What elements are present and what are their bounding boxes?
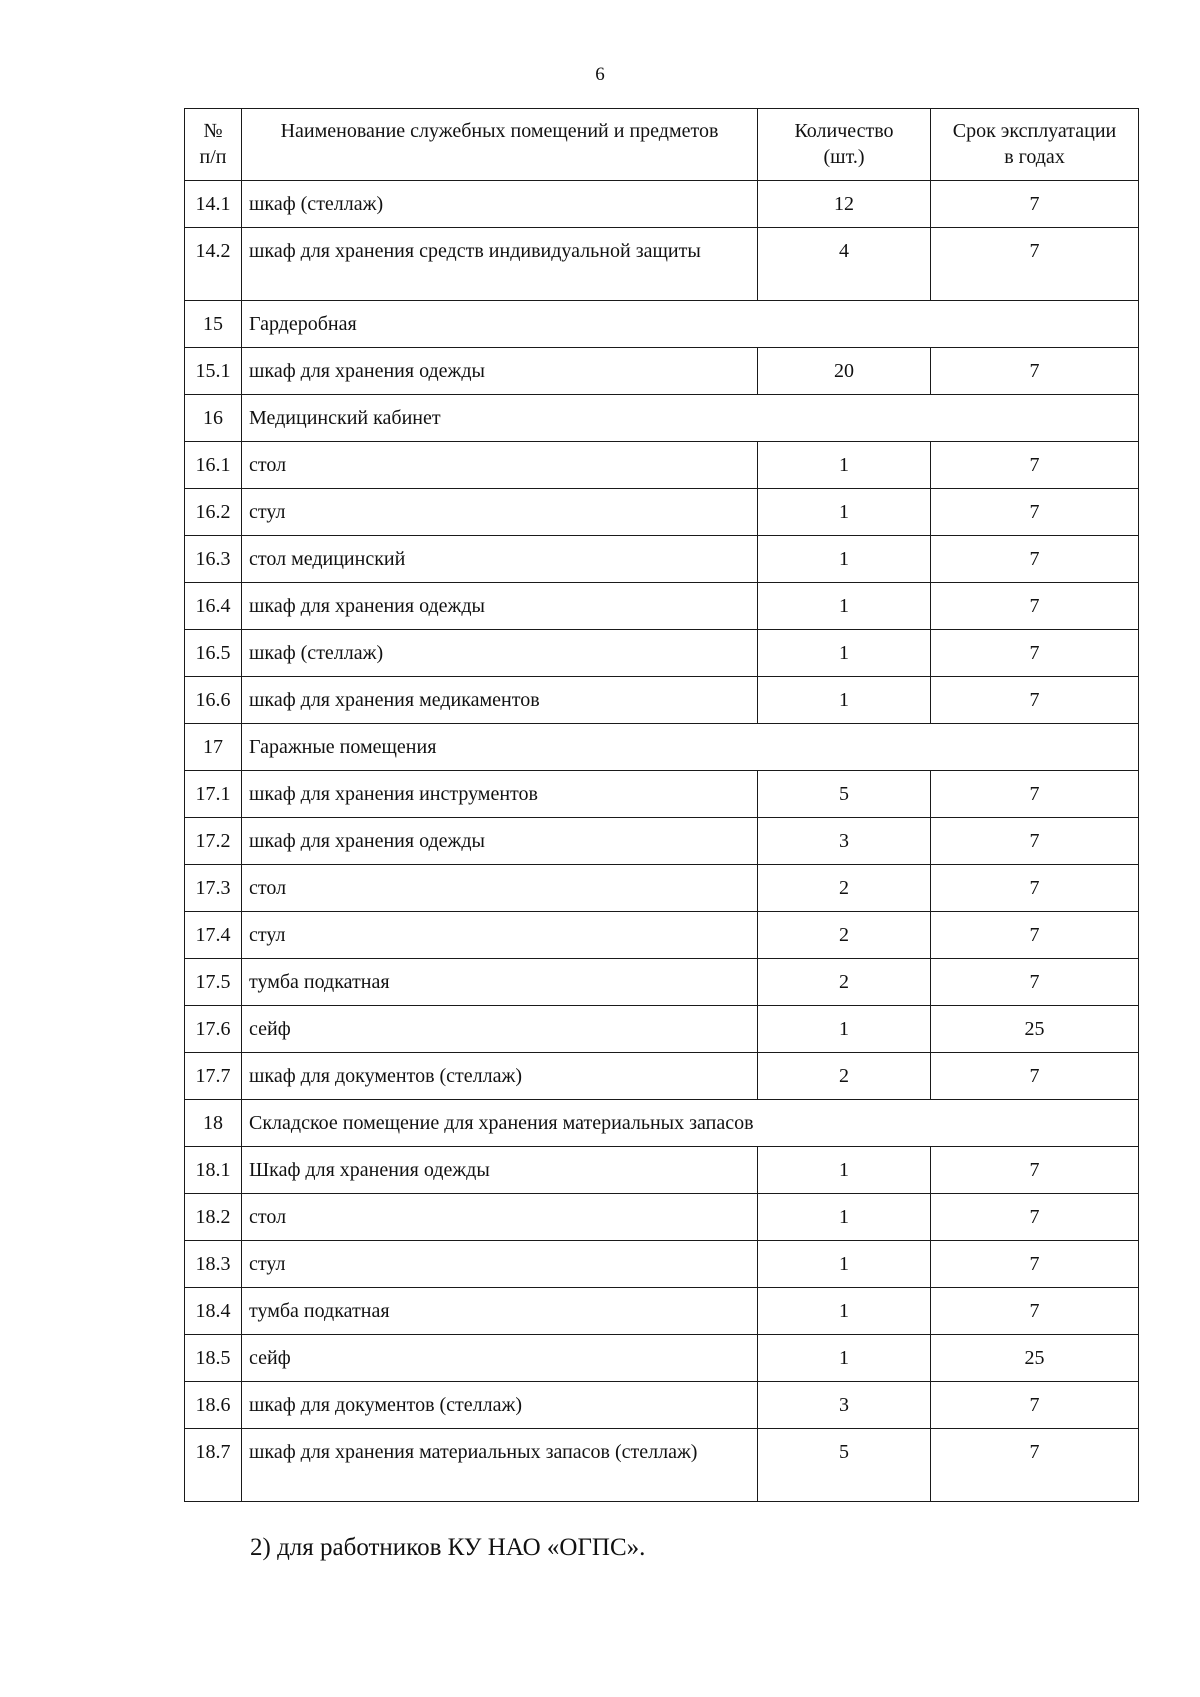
item-quantity: 3: [758, 818, 931, 865]
table-row: [185, 1335, 1139, 1382]
table-row: [185, 442, 1139, 489]
item-service-life: 7: [931, 536, 1139, 583]
table-row: [185, 1194, 1139, 1241]
row-number: 18.6: [185, 1382, 242, 1429]
item-quantity: 2: [758, 959, 931, 1006]
item-service-life: 25: [931, 1006, 1139, 1053]
item-service-life: 7: [931, 442, 1139, 489]
section-row: [185, 1100, 1139, 1147]
item-name: шкаф для хранения одежды: [242, 583, 758, 630]
item-service-life: 7: [931, 1288, 1139, 1335]
row-number: 17: [185, 724, 242, 771]
item-name: шкаф для хранения одежды: [242, 348, 758, 395]
row-number: 17.1: [185, 771, 242, 818]
row-number: 14.1: [185, 181, 242, 228]
row-number: 18.5: [185, 1335, 242, 1382]
item-service-life: 7: [931, 181, 1139, 228]
table-row: [185, 771, 1139, 818]
table-row: [185, 536, 1139, 583]
item-name: шкаф для документов (стеллаж): [242, 1382, 758, 1429]
row-number: 17.2: [185, 818, 242, 865]
item-quantity: 20: [758, 348, 931, 395]
item-quantity: 1: [758, 489, 931, 536]
row-number: 16.6: [185, 677, 242, 724]
table-row: [185, 959, 1139, 1006]
row-number: 18.3: [185, 1241, 242, 1288]
item-quantity: 1: [758, 1147, 931, 1194]
table-row: [185, 677, 1139, 724]
table-row: [185, 912, 1139, 959]
item-quantity: 4: [758, 228, 931, 301]
table-row: [185, 818, 1139, 865]
table-header-row: [185, 109, 1139, 181]
item-quantity: 1: [758, 1335, 931, 1382]
item-name: стул: [242, 912, 758, 959]
row-number: 17.7: [185, 1053, 242, 1100]
item-quantity: 1: [758, 1241, 931, 1288]
item-service-life: 7: [931, 1147, 1139, 1194]
row-number: 17.4: [185, 912, 242, 959]
item-service-life: 7: [931, 1194, 1139, 1241]
item-name: стол: [242, 865, 758, 912]
item-name: стол: [242, 1194, 758, 1241]
section-row: [185, 724, 1139, 771]
item-name: шкаф для хранения средств индивидуальной защиты: [242, 228, 758, 301]
row-number: 16.1: [185, 442, 242, 489]
item-service-life: 7: [931, 771, 1139, 818]
item-quantity: 1: [758, 442, 931, 489]
table-row: [185, 630, 1139, 677]
header-quantity-line-1: Количество: [794, 120, 894, 142]
item-name: стул: [242, 1241, 758, 1288]
row-number: 18.2: [185, 1194, 242, 1241]
header-service-life: [931, 109, 1139, 181]
item-name: шкаф (стеллаж): [242, 630, 758, 677]
item-quantity: 2: [758, 865, 931, 912]
item-service-life: 7: [931, 489, 1139, 536]
item-service-life: 7: [931, 1053, 1139, 1100]
table-row: [185, 1147, 1139, 1194]
item-name: тумба подкатная: [242, 1288, 758, 1335]
item-name: тумба подкатная: [242, 959, 758, 1006]
row-number: 17.3: [185, 865, 242, 912]
item-service-life: 7: [931, 228, 1139, 301]
table-row: [185, 1382, 1139, 1429]
section-row: [185, 301, 1139, 348]
item-quantity: 5: [758, 1429, 931, 1502]
table-row: [185, 1006, 1139, 1053]
table-row: [185, 1288, 1139, 1335]
row-number: 16.4: [185, 583, 242, 630]
item-service-life: 7: [931, 348, 1139, 395]
item-service-life: 7: [931, 912, 1139, 959]
section-title: Гардеробная: [242, 301, 1139, 348]
row-number: 18.4: [185, 1288, 242, 1335]
header-number: [185, 109, 242, 181]
row-number: 16.5: [185, 630, 242, 677]
row-number: 15: [185, 301, 242, 348]
item-quantity: 1: [758, 630, 931, 677]
row-number: 17.6: [185, 1006, 242, 1053]
item-quantity: 1: [758, 1006, 931, 1053]
section-title: Гаражные помещения: [242, 724, 1139, 771]
item-service-life: 7: [931, 630, 1139, 677]
item-service-life: 7: [931, 677, 1139, 724]
table-row: [185, 489, 1139, 536]
row-number: 18: [185, 1100, 242, 1147]
row-number: 17.5: [185, 959, 242, 1006]
item-service-life: 7: [931, 1429, 1139, 1502]
item-name: шкаф для документов (стеллаж): [242, 1053, 758, 1100]
item-service-life: 7: [931, 1241, 1139, 1288]
table-row: [185, 583, 1139, 630]
header-number-line-2: п/п: [199, 146, 227, 168]
table-body: [185, 181, 1139, 1502]
item-quantity: 1: [758, 1288, 931, 1335]
item-service-life: 25: [931, 1335, 1139, 1382]
header-name: [242, 109, 758, 181]
header-service-life-line-2: в годах: [1004, 146, 1065, 168]
row-number: 18.1: [185, 1147, 242, 1194]
section-title: Медицинский кабинет: [242, 395, 1139, 442]
row-number: 16.2: [185, 489, 242, 536]
item-service-life: 7: [931, 583, 1139, 630]
row-number: 16: [185, 395, 242, 442]
row-number: 16.3: [185, 536, 242, 583]
item-name: шкаф (стеллаж): [242, 181, 758, 228]
item-name: стол: [242, 442, 758, 489]
row-number: 15.1: [185, 348, 242, 395]
item-name: шкаф для хранения медикаментов: [242, 677, 758, 724]
section-row: [185, 395, 1139, 442]
item-name: стол медицинский: [242, 536, 758, 583]
item-name: сейф: [242, 1006, 758, 1053]
header-quantity-line-2: (шт.): [823, 146, 865, 168]
item-quantity: 1: [758, 1194, 931, 1241]
item-service-life: 7: [931, 818, 1139, 865]
item-name: шкаф для хранения материальных запасов (стеллаж): [242, 1429, 758, 1502]
section-title: Складское помещение для хранения материальных запасов: [242, 1100, 1139, 1147]
furniture-table: [184, 108, 1139, 1502]
table-row: [185, 1241, 1139, 1288]
item-name: Шкаф для хранения одежды: [242, 1147, 758, 1194]
header-number-line-1: №: [203, 120, 223, 142]
footer-note: 2) для работников КУ НАО «ОГПС».: [250, 1534, 646, 1561]
item-name: стул: [242, 489, 758, 536]
item-name: сейф: [242, 1335, 758, 1382]
table-row: [185, 1429, 1139, 1502]
page-number: 6: [595, 64, 605, 85]
item-quantity: 1: [758, 583, 931, 630]
header-service-life-line-1: Срок эксплуатации: [952, 120, 1117, 142]
item-name: шкаф для хранения инструментов: [242, 771, 758, 818]
item-quantity: 2: [758, 1053, 931, 1100]
row-number: 18.7: [185, 1429, 242, 1502]
table-row: [185, 865, 1139, 912]
table-row: [185, 348, 1139, 395]
item-quantity: 12: [758, 181, 931, 228]
header-quantity: [758, 109, 931, 181]
item-quantity: 1: [758, 677, 931, 724]
item-quantity: 5: [758, 771, 931, 818]
table-row: [185, 181, 1139, 228]
item-service-life: 7: [931, 959, 1139, 1006]
table-row: [185, 228, 1139, 301]
item-quantity: 1: [758, 536, 931, 583]
item-name: шкаф для хранения одежды: [242, 818, 758, 865]
item-service-life: 7: [931, 865, 1139, 912]
row-number: 14.2: [185, 228, 242, 301]
item-quantity: 3: [758, 1382, 931, 1429]
table-row: [185, 1053, 1139, 1100]
item-quantity: 2: [758, 912, 931, 959]
header-name-line-1: Наименование служебных помещений и предметов: [280, 120, 719, 142]
item-service-life: 7: [931, 1382, 1139, 1429]
